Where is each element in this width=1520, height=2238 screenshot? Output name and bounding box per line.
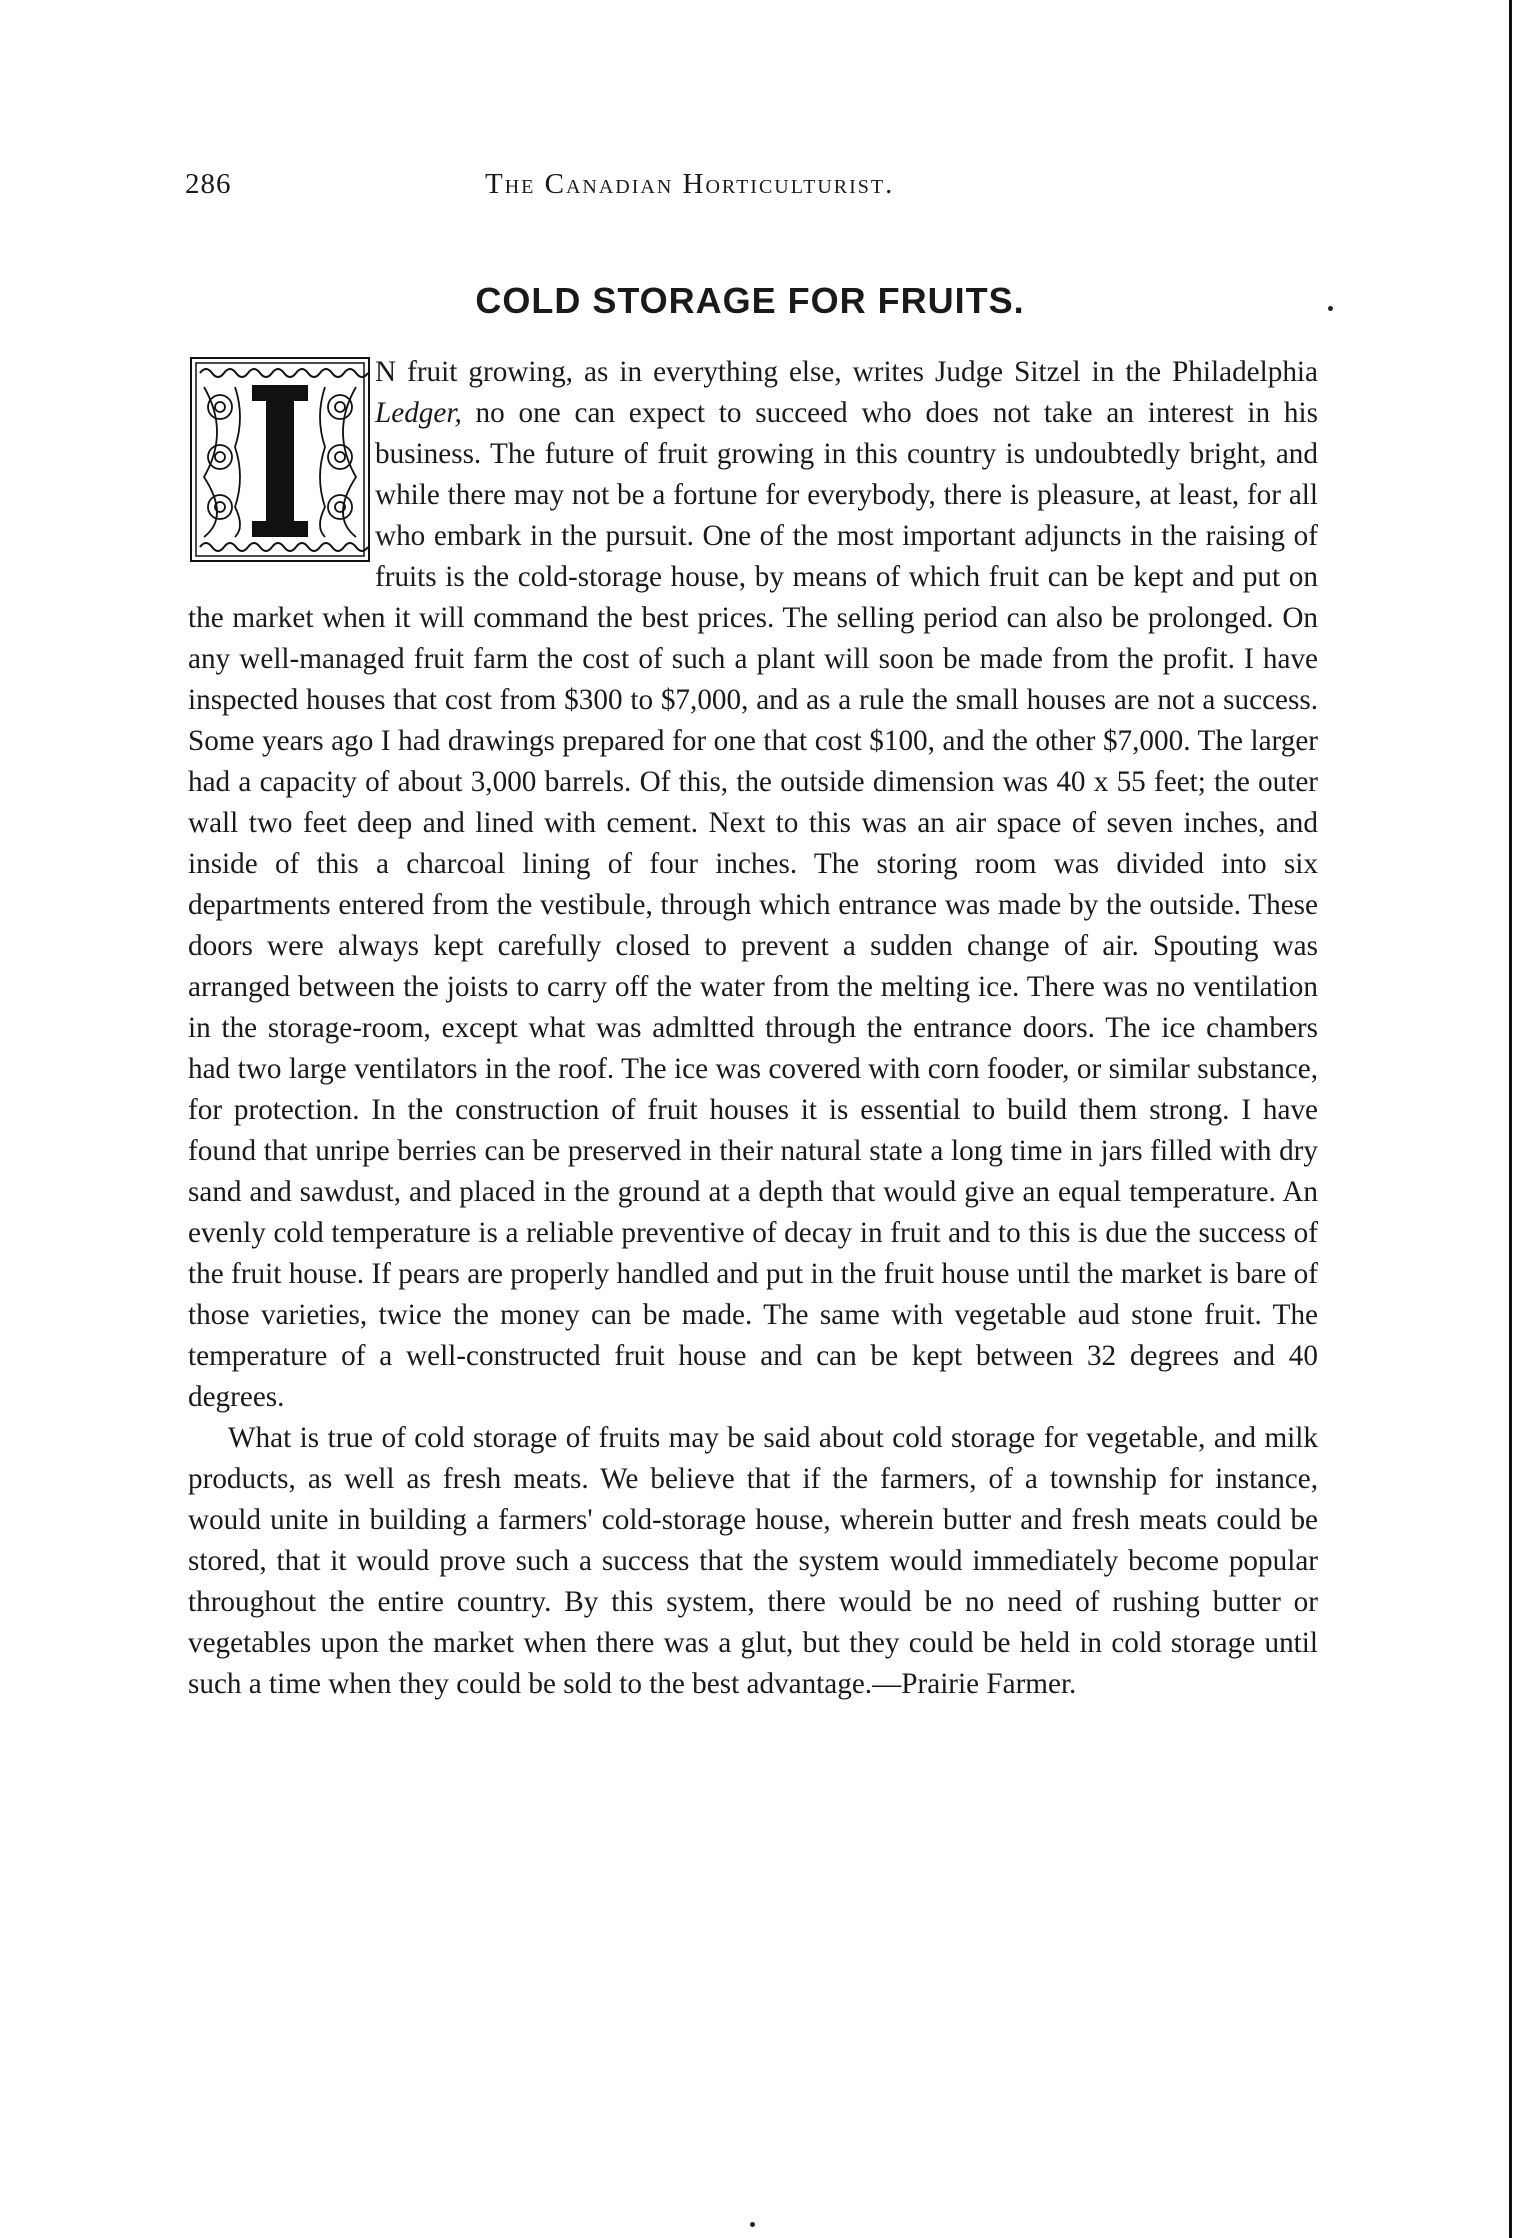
paragraph-1 [188, 352, 1318, 1418]
running-head [185, 168, 1310, 208]
stray-ink-dot [1328, 306, 1333, 311]
dropcap-spacer [188, 352, 375, 567]
page-edge-rule [1509, 0, 1512, 2238]
page-number: 286 [185, 168, 232, 200]
paragraph-1-text-b: no one can expect to succeed who does not take an interest in his business. The future of fruit growing in this country is undoubtedly bright, and while there may not be a fortune for everybody, there is pleasure, at least, for all who embark in the pursuit. One of the most important adjuncts in the raising of fruits is the cold-storage house, by means of which fruit can be kept and put on the market when it will command the best prices. The selling period can also be prolonged. On any well-managed fruit farm the cost of such a plant will soon be made from the profit. I have inspected houses that cost from $300 to $7,000, and as a rule the small houses are not a success. Some years ago I had drawings prepared for one that cost $100, and the other $7,000. The larger had a capacity of about 3,000 barrels. Of this, the outside dimension was 40 x 55 feet; the outer wall two feet deep and lined with cement. Next to this was an air space of seven inches, and inside of this a charcoal lining of four inches. The storing room was divided into six departments entered from the vestibule, through which entrance was made by the outside. These doors were always kept carefully closed to prevent a sudden change of air. Spouting was arranged between the joists to carry off the water from the melting ice. There was no ventilation in the storage-room, except what was admltted through the entrance doors. The ice chambers had two large ventilators in the roof. The ice was covered with corn fooder, or similar substance, for protection. In the construction of fruit houses it is essential to build them strong. I have found that unripe berries can be preserved in their natural state a long time in jars filled with dry sand and sawdust, and placed in the ground at a depth that would give an equal temperature. An evenly cold temperature is a reliable preventive of decay in fruit and to this is due the success of the fruit house. If pears are properly handled and put in the fruit house until the market is bare of those varieties, twice the money can be made. The same with vegetable aud stone fruit. The temperature of a well-constructed fruit house and can be kept between 32 degrees and 40 degrees. [188, 397, 1318, 1413]
ledger-italic: Ledger, [375, 397, 462, 429]
paragraph-2: What is true of cold storage of fruits may be said about cold storage for vegetable, and milk products, as well as fresh meats. We believe that if the farmers, of a township for instance, would unite in building a farmers' cold-storage house, wherein butter and fresh meats could be stored, that it would prove such a success that the system would immediately become popular throughout the entire country. By this system, there would be no need of rushing butter or vegetables upon the market when there was a glut, but they could be held in cold storage until such a time when they could be sold to the best advantage.—Prairie Farmer. [188, 1422, 1318, 1700]
article-title: COLD STORAGE FOR FRUITS. [475, 280, 1025, 321]
paragraph-1-text-a: N fruit growing, as in everything else, writes Judge Sitzel in the Philadelphia [375, 356, 1318, 388]
stray-ink-dot [750, 2222, 755, 2227]
journal-title: The Canadian Horticulturist. [485, 168, 895, 200]
article-body [188, 352, 1318, 1705]
